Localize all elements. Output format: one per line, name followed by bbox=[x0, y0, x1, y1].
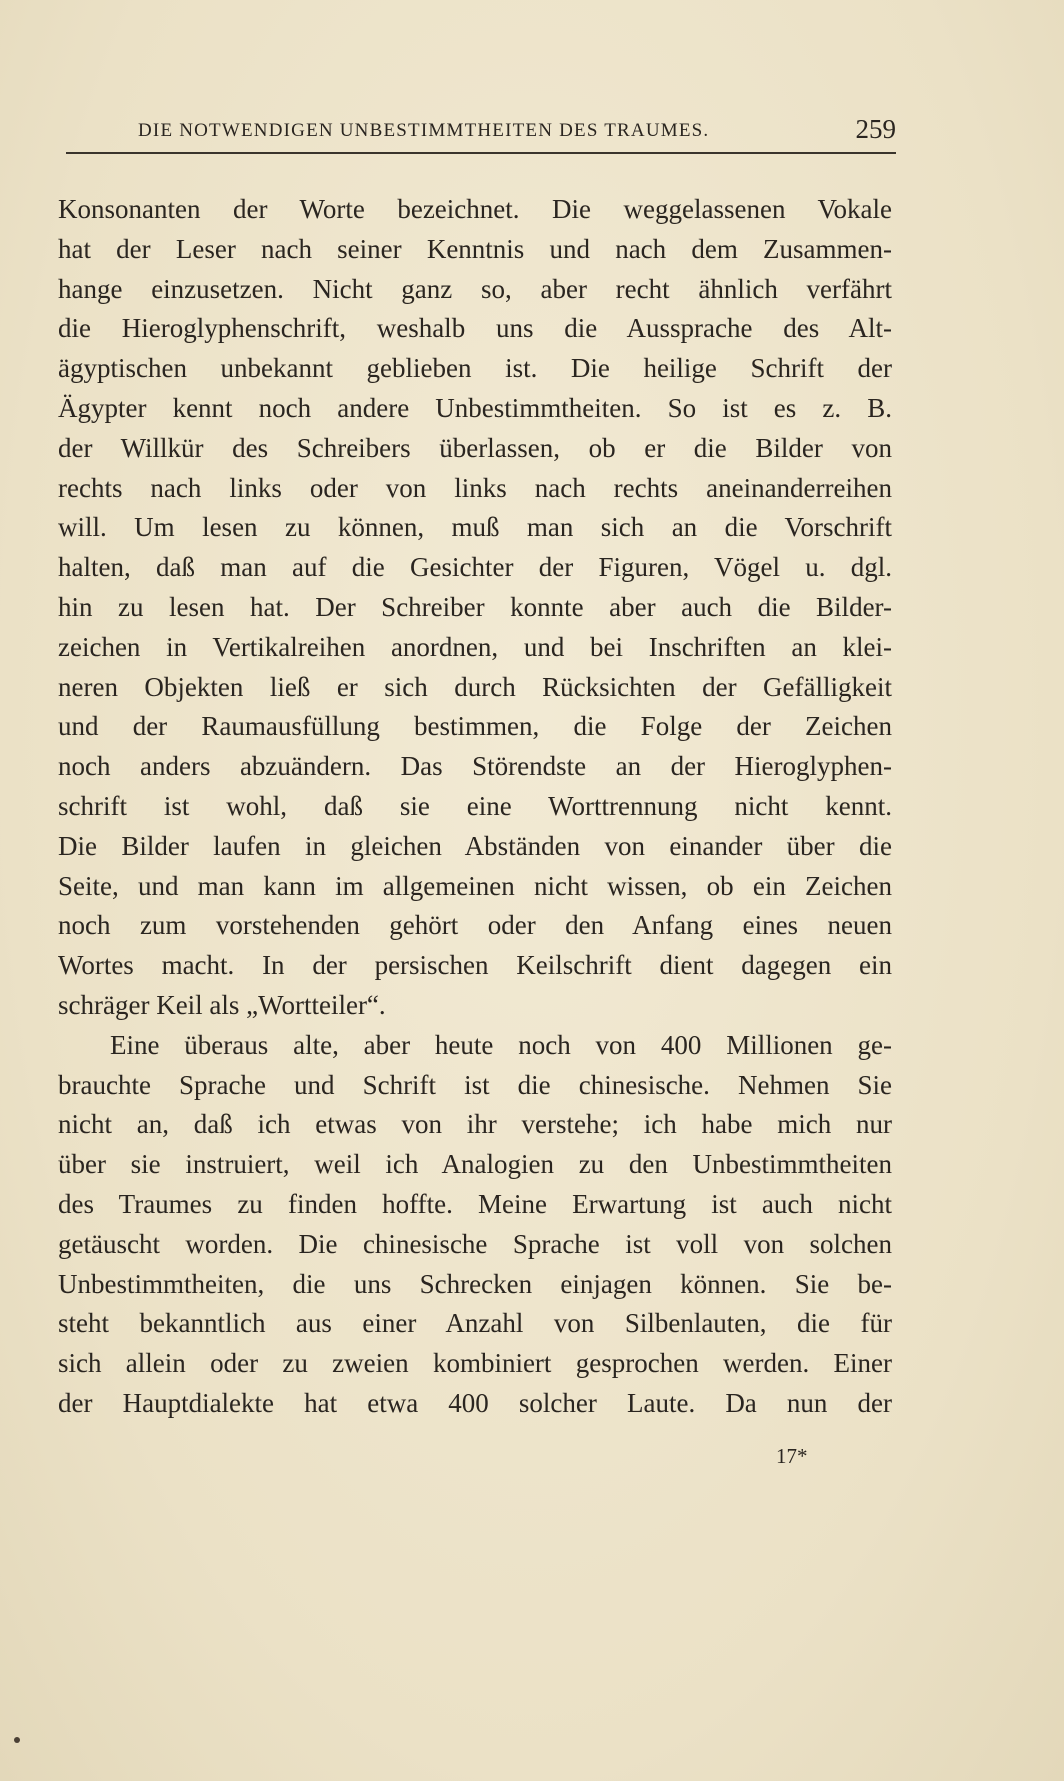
text-line: brauchte Sprache und Schrift ist die chinesische. Nehmen Sie bbox=[58, 1069, 892, 1100]
body-text bbox=[58, 190, 892, 1424]
text-line: nicht an, daß ich etwas von ihr verstehe; ich habe mich nur bbox=[58, 1109, 892, 1140]
paragraph-2 bbox=[58, 1026, 892, 1424]
text-line: schrift ist wohl, daß sie eine Worttrennung nicht kennt. bbox=[58, 790, 892, 821]
text-line: Eine überaus alte, aber heute noch von 400 Millionen ge- bbox=[110, 1029, 892, 1060]
text-line: Konsonanten der Worte bezeichnet. Die weggelassenen Vokale bbox=[58, 194, 892, 224]
text-line: der Willkür des Schreibers überlassen, ob er die Bilder von bbox=[58, 432, 892, 463]
text-line: steht bekanntlich aus einer Anzahl von Silbenlauten, die für bbox=[58, 1308, 892, 1339]
text-line: rechts nach links oder von links nach rechts aneinanderreihen bbox=[58, 472, 892, 503]
paragraph-1 bbox=[58, 190, 892, 1026]
text-line: will. Um lesen zu können, muß man sich an die Vorschrift bbox=[58, 512, 892, 543]
text-line: noch zum vorstehenden gehört oder den Anfang eines neuen bbox=[58, 910, 892, 941]
text-line: Ägypter kennt noch andere Unbestimmtheiten. So ist es z. B. bbox=[58, 392, 892, 423]
text-line: getäuscht worden. Die chinesische Sprache ist voll von solchen bbox=[58, 1228, 892, 1259]
text-line: die Hieroglyphenschrift, weshalb uns die Aussprache des Alt- bbox=[58, 313, 892, 344]
page-number: 259 bbox=[855, 114, 896, 144]
text-line: neren Objekten ließ er sich durch Rücksichten der Gefälligkeit bbox=[58, 671, 892, 702]
text-line: Die Bilder laufen in gleichen Abständen von einander über die bbox=[58, 830, 892, 861]
signature-mark: 17* bbox=[776, 1444, 808, 1468]
text-line: des Traumes zu finden hoffte. Meine Erwartung ist auch nicht bbox=[58, 1188, 892, 1219]
text-line: Unbestimmtheiten, die uns Schrecken einjagen können. Sie be- bbox=[58, 1268, 892, 1299]
text-line: ägyptischen unbekannt geblieben ist. Die heilige Schrift der bbox=[58, 353, 892, 384]
text-line: Wortes macht. In der persischen Keilschrift dient dagegen ein bbox=[58, 950, 892, 981]
text-line: halten, daß man auf die Gesichter der Figuren, Vögel u. dgl. bbox=[58, 552, 892, 583]
running-head bbox=[66, 112, 896, 154]
text-line: schräger Keil als „Wortteiler“. bbox=[58, 989, 386, 1020]
text-line: noch anders abzuändern. Das Störendste an der Hieroglyphen- bbox=[58, 751, 892, 782]
text-line: und der Raumausfüllung bestimmen, die Folge der Zeichen bbox=[58, 711, 892, 742]
text-line: sich allein oder zu zweien kombiniert gesprochen werden. Einer bbox=[58, 1348, 892, 1379]
text-line: Seite, und man kann im allgemeinen nicht wissen, ob ein Zeichen bbox=[58, 870, 892, 901]
text-line: hange einzusetzen. Nicht ganz so, aber recht ähnlich verfährt bbox=[58, 273, 892, 304]
text-line: hin zu lesen hat. Der Schreiber konnte aber auch die Bilder- bbox=[58, 591, 892, 622]
text-line: der Hauptdialekte hat etwa 400 solcher Laute. Da nun der bbox=[58, 1387, 892, 1418]
text-line: zeichen in Vertikalreihen anordnen, und bei Inschriften an klei- bbox=[58, 631, 892, 662]
text-line: über sie instruiert, weil ich Analogien zu den Unbestimmtheiten bbox=[58, 1149, 892, 1180]
text-line: hat der Leser nach seiner Kenntnis und nach dem Zusammen- bbox=[58, 233, 892, 264]
running-title: DIE NOTWENDIGEN UNBESTIMMTHEITEN DES TRAUMES. bbox=[138, 120, 710, 141]
paper-speck bbox=[14, 1737, 20, 1743]
